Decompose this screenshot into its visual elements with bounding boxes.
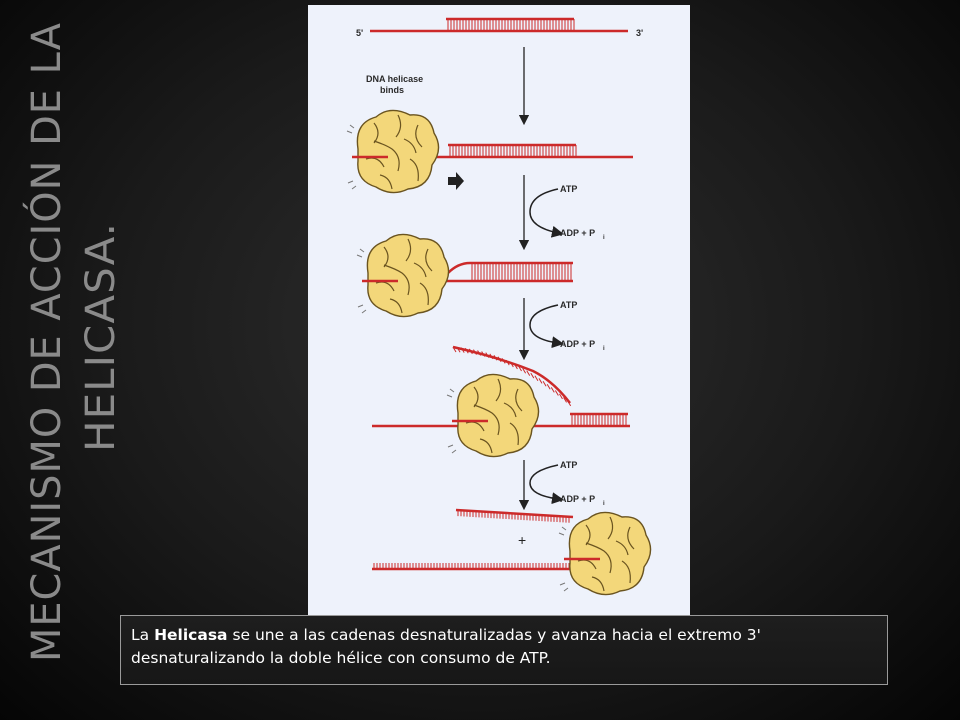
right-arrow-icon <box>448 172 464 190</box>
atp-step-2 <box>524 298 605 355</box>
helicase-blob-icon <box>559 512 651 594</box>
pi-subscript: i <box>603 501 605 507</box>
base-pair-tick <box>555 391 558 396</box>
base-pair-tick <box>539 378 542 383</box>
pi-subscript: i <box>603 346 605 352</box>
ticks <box>450 145 576 157</box>
atp-step-3 <box>524 460 605 507</box>
adp-label: ADP + P <box>560 228 596 238</box>
stage-2-bound <box>347 110 633 192</box>
stage-5 <box>372 510 651 595</box>
base-pair-tick <box>547 384 550 389</box>
atp-label: ATP <box>560 460 578 470</box>
helicase-diagram <box>308 5 690 615</box>
stage-1-dsdna <box>356 19 643 38</box>
base-pair-tick <box>531 373 534 378</box>
curved-arrow-icon <box>530 189 558 233</box>
atp-label: ATP <box>560 184 578 194</box>
slide-title-svg <box>18 12 128 662</box>
base-pair-tick <box>551 387 554 392</box>
binds-label-1: DNA helicase <box>366 74 424 84</box>
binds-label-2: binds <box>380 85 404 95</box>
base-pair-tick <box>543 381 546 386</box>
caption-bold: Helicasa <box>154 626 228 644</box>
caption-box <box>120 615 888 685</box>
plus-sign: + <box>518 532 527 548</box>
curved-arrow-icon <box>530 305 558 343</box>
ticks <box>472 263 571 281</box>
slide-title <box>18 12 128 662</box>
title-line-2: HELICASA. <box>78 232 124 452</box>
adp-label: ADP + P <box>560 339 596 349</box>
label-5prime: 5' <box>356 28 364 38</box>
label-3prime: 3' <box>636 28 644 38</box>
curved-arrow-icon <box>530 465 558 499</box>
caption-pre: La <box>131 626 155 644</box>
top-strand-ticks <box>448 19 574 31</box>
helicase-blob-icon <box>347 110 439 192</box>
stage-4 <box>372 347 630 457</box>
caption-post: se une a las cadenas desnaturalizadas y avanza hacia el extremo 3' desnaturalizando la doble hélice con consumo de ATP. <box>131 626 761 667</box>
helicase-blob-icon <box>447 374 539 456</box>
pi-subscript: i <box>603 235 605 241</box>
helicase-figure <box>308 5 690 615</box>
title-line-1: MECANISMO DE ACCIÓN DE LA <box>24 19 70 662</box>
adp-label: ADP + P <box>560 494 596 504</box>
stage-3 <box>357 234 573 316</box>
helicase-blob-icon <box>357 234 449 316</box>
base-pair-tick <box>527 371 530 376</box>
atp-step-1 <box>524 175 605 245</box>
atp-label: ATP <box>560 300 578 310</box>
base-pair-tick <box>535 376 538 381</box>
